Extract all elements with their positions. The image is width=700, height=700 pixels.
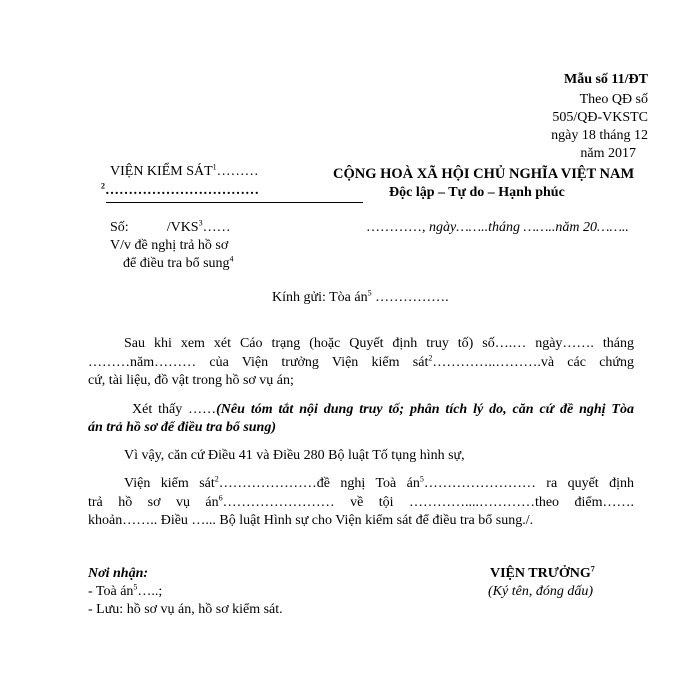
sub-agency: $^2$…………………………… <box>101 181 259 198</box>
header-underline <box>106 202 363 203</box>
body-p1-line1: Sau khi xem xét Cáo trạng (hoặc Quyết định truy tố) số….… ngày……. tháng <box>124 336 634 351</box>
date-line: …………, ngày……..tháng ……..năm 20…….. <box>366 220 629 235</box>
body-p2-line2: án trả hồ sơ để điều tra bổ sung) <box>88 420 276 435</box>
recipient-item: - Toà $án^5\dots$..; <box>88 582 163 599</box>
body-p4-line2: trả hồ sơ vụ $án^6\dots\dots\dots\dots\dots\dots\dots\dots$ về tội …………....…………theo điểm……. <box>88 493 634 510</box>
form-basis-line1: Theo QĐ số <box>579 92 648 107</box>
form-basis-line2: 505/QĐ-VKSTC <box>552 110 648 125</box>
body-p2-line1: Xét thấy ……(Nêu tóm tắt nội dung truy tố; phân tích lý do, căn cứ đề nghị Tòa <box>132 402 634 417</box>
addressee: Kính gửi: Tòa $án^5$ ……………. <box>272 288 449 305</box>
agency-name: VIỆN KIỂM SÁT$^1$……… <box>110 162 259 179</box>
form-basis-line4: năm 2017 <box>580 146 636 161</box>
national-title: CỘNG HOÀ XÃ HỘI CHỦ NGHĨA VIỆT NAM <box>333 166 635 182</box>
body-p3: Vì vậy, căn cứ Điều 41 và Điều 280 Bộ luật Tố tụng hình sự, <box>124 448 465 463</box>
recipient-item: - Lưu: hồ sơ vụ án, hồ sơ kiểm sát. <box>88 602 283 617</box>
national-motto: Độc lập – Tự do – Hạnh phúc <box>389 185 565 200</box>
document-number: Số: /VKS$^3$…… <box>110 218 231 235</box>
form-number: Mẫu số 11/ĐT <box>563 72 648 87</box>
recipients-title: Nơi nhận: <box>88 566 149 581</box>
body-p1-line2: ………năm……… của Viện trưởng Viện kiểm sát$^2$…………..……….và các chứng <box>88 353 634 370</box>
signature-note: (Ký tên, đóng dấu) <box>488 584 593 599</box>
subject-line2: để điều tra bổ sung$^4$ <box>123 254 234 271</box>
subject-line1: V/v đề nghị trả hồ sơ <box>110 238 229 253</box>
body-p4-line3: khoản…….. Điều …... Bộ luật Hình sự cho Viện kiểm sát để điều tra bổ sung./. <box>88 513 534 528</box>
body-p4-line1: Viện kiểm sát$^2$…………………đề nghị Toà $án^5\dots\dots\dots\dots\dots\dots\dots\dots$ ra quyết định <box>124 474 634 491</box>
form-basis-line3: ngày 18 tháng 12 <box>551 128 648 143</box>
body-p1-line3: cứ, tài liệu, đồ vật trong hồ sơ vụ án; <box>88 373 294 388</box>
signature-title: VIỆN TRƯỞNG$^7$ <box>490 564 595 581</box>
